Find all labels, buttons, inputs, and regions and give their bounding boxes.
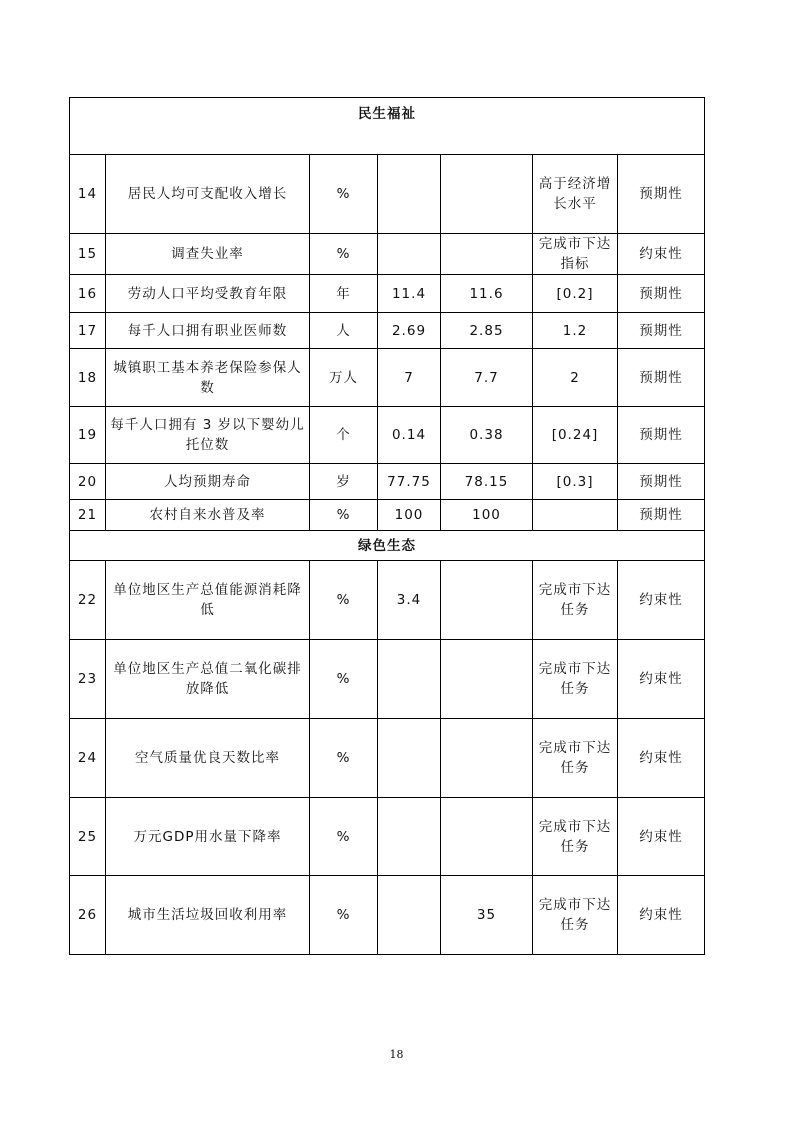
value-cell-2: 78.15 — [441, 464, 533, 500]
table-row — [70, 464, 705, 500]
target-cell: 完成市下达指标 — [533, 234, 618, 275]
unit-cell: % — [310, 500, 378, 531]
table-row — [70, 500, 705, 531]
value-cell-1: 11.4 — [378, 275, 441, 313]
indicator-name: 每千人口拥有 3 岁以下婴幼儿托位数 — [106, 407, 310, 464]
value-cell-2 — [441, 561, 533, 640]
value-cell-2 — [441, 234, 533, 275]
row-number: 16 — [70, 275, 106, 313]
value-cell-1 — [378, 719, 441, 798]
indicator-name: 单位地区生产总值二氧化碳排放降低 — [106, 640, 310, 719]
value-cell-2: 35 — [441, 876, 533, 955]
target-cell: 1.2 — [533, 313, 618, 349]
table-row — [70, 719, 705, 798]
indicator-name: 单位地区生产总值能源消耗降低 — [106, 561, 310, 640]
value-cell-2: 7.7 — [441, 349, 533, 407]
indicator-name: 农村自来水普及率 — [106, 500, 310, 531]
value-cell-1 — [378, 155, 441, 234]
target-cell: 完成市下达任务 — [533, 640, 618, 719]
row-number: 22 — [70, 561, 106, 640]
unit-cell: % — [310, 640, 378, 719]
unit-cell: 岁 — [310, 464, 378, 500]
row-number: 17 — [70, 313, 106, 349]
value-cell-2 — [441, 719, 533, 798]
unit-cell: % — [310, 155, 378, 234]
unit-cell: 人 — [310, 313, 378, 349]
target-cell: 完成市下达任务 — [533, 561, 618, 640]
row-number: 18 — [70, 349, 106, 407]
value-cell-1: 0.14 — [378, 407, 441, 464]
nature-cell: 约束性 — [618, 876, 705, 955]
unit-cell: 万人 — [310, 349, 378, 407]
value-cell-1: 3.4 — [378, 561, 441, 640]
nature-cell: 约束性 — [618, 640, 705, 719]
nature-cell: 预期性 — [618, 464, 705, 500]
value-cell-2: 2.85 — [441, 313, 533, 349]
nature-cell: 预期性 — [618, 407, 705, 464]
target-cell: 完成市下达任务 — [533, 719, 618, 798]
value-cell-1: 2.69 — [378, 313, 441, 349]
table-row — [70, 876, 705, 955]
target-cell: [0.2] — [533, 275, 618, 313]
indicator-name: 人均预期寿命 — [106, 464, 310, 500]
nature-cell: 约束性 — [618, 798, 705, 876]
row-number: 21 — [70, 500, 106, 531]
table-row — [70, 561, 705, 640]
indicator-name: 城镇职工基本养老保险参保人数 — [106, 349, 310, 407]
unit-cell: % — [310, 876, 378, 955]
value-cell-1 — [378, 798, 441, 876]
table-row — [70, 234, 705, 275]
value-cell-2: 0.38 — [441, 407, 533, 464]
value-cell-2: 100 — [441, 500, 533, 531]
unit-cell: % — [310, 719, 378, 798]
section-row — [70, 98, 705, 155]
section-title-green: 绿色生态 — [70, 531, 705, 561]
indicator-name: 居民人均可支配收入增长 — [106, 155, 310, 234]
target-cell: [0.3] — [533, 464, 618, 500]
value-cell-2: 11.6 — [441, 275, 533, 313]
table-row — [70, 313, 705, 349]
row-number: 19 — [70, 407, 106, 464]
section-row — [70, 531, 705, 561]
row-number: 25 — [70, 798, 106, 876]
table-row — [70, 407, 705, 464]
target-cell: 高于经济增长水平 — [533, 155, 618, 234]
value-cell-1: 77.75 — [378, 464, 441, 500]
target-cell: 完成市下达任务 — [533, 798, 618, 876]
nature-cell: 预期性 — [618, 155, 705, 234]
nature-cell: 预期性 — [618, 349, 705, 407]
indicator-name: 调查失业率 — [106, 234, 310, 275]
target-cell: [0.24] — [533, 407, 618, 464]
unit-cell: % — [310, 798, 378, 876]
nature-cell: 预期性 — [618, 313, 705, 349]
indicator-table — [69, 97, 705, 955]
value-cell-2 — [441, 798, 533, 876]
row-number: 14 — [70, 155, 106, 234]
section-title-livelihood: 民生福祉 — [70, 98, 705, 155]
nature-cell: 预期性 — [618, 275, 705, 313]
table-row — [70, 155, 705, 234]
value-cell-1: 7 — [378, 349, 441, 407]
nature-cell: 约束性 — [618, 719, 705, 798]
value-cell-2 — [441, 640, 533, 719]
row-number: 24 — [70, 719, 106, 798]
value-cell-1 — [378, 234, 441, 275]
row-number: 20 — [70, 464, 106, 500]
value-cell-1 — [378, 876, 441, 955]
table-row — [70, 275, 705, 313]
nature-cell: 约束性 — [618, 561, 705, 640]
indicator-name: 劳动人口平均受教育年限 — [106, 275, 310, 313]
table-row — [70, 640, 705, 719]
row-number: 15 — [70, 234, 106, 275]
nature-cell: 约束性 — [618, 234, 705, 275]
table-row — [70, 798, 705, 876]
unit-cell: % — [310, 561, 378, 640]
nature-cell: 预期性 — [618, 500, 705, 531]
indicator-name: 城市生活垃圾回收利用率 — [106, 876, 310, 955]
row-number: 23 — [70, 640, 106, 719]
unit-cell: 个 — [310, 407, 378, 464]
page-number: 18 — [389, 1048, 404, 1061]
indicator-name: 空气质量优良天数比率 — [106, 719, 310, 798]
target-cell: 完成市下达任务 — [533, 876, 618, 955]
table-row — [70, 349, 705, 407]
unit-cell: % — [310, 234, 378, 275]
unit-cell: 年 — [310, 275, 378, 313]
value-cell-1 — [378, 640, 441, 719]
target-cell — [533, 500, 618, 531]
target-cell: 2 — [533, 349, 618, 407]
indicator-name: 万元GDP用水量下降率 — [106, 798, 310, 876]
value-cell-2 — [441, 155, 533, 234]
value-cell-1: 100 — [378, 500, 441, 531]
row-number: 26 — [70, 876, 106, 955]
indicator-name: 每千人口拥有职业医师数 — [106, 313, 310, 349]
